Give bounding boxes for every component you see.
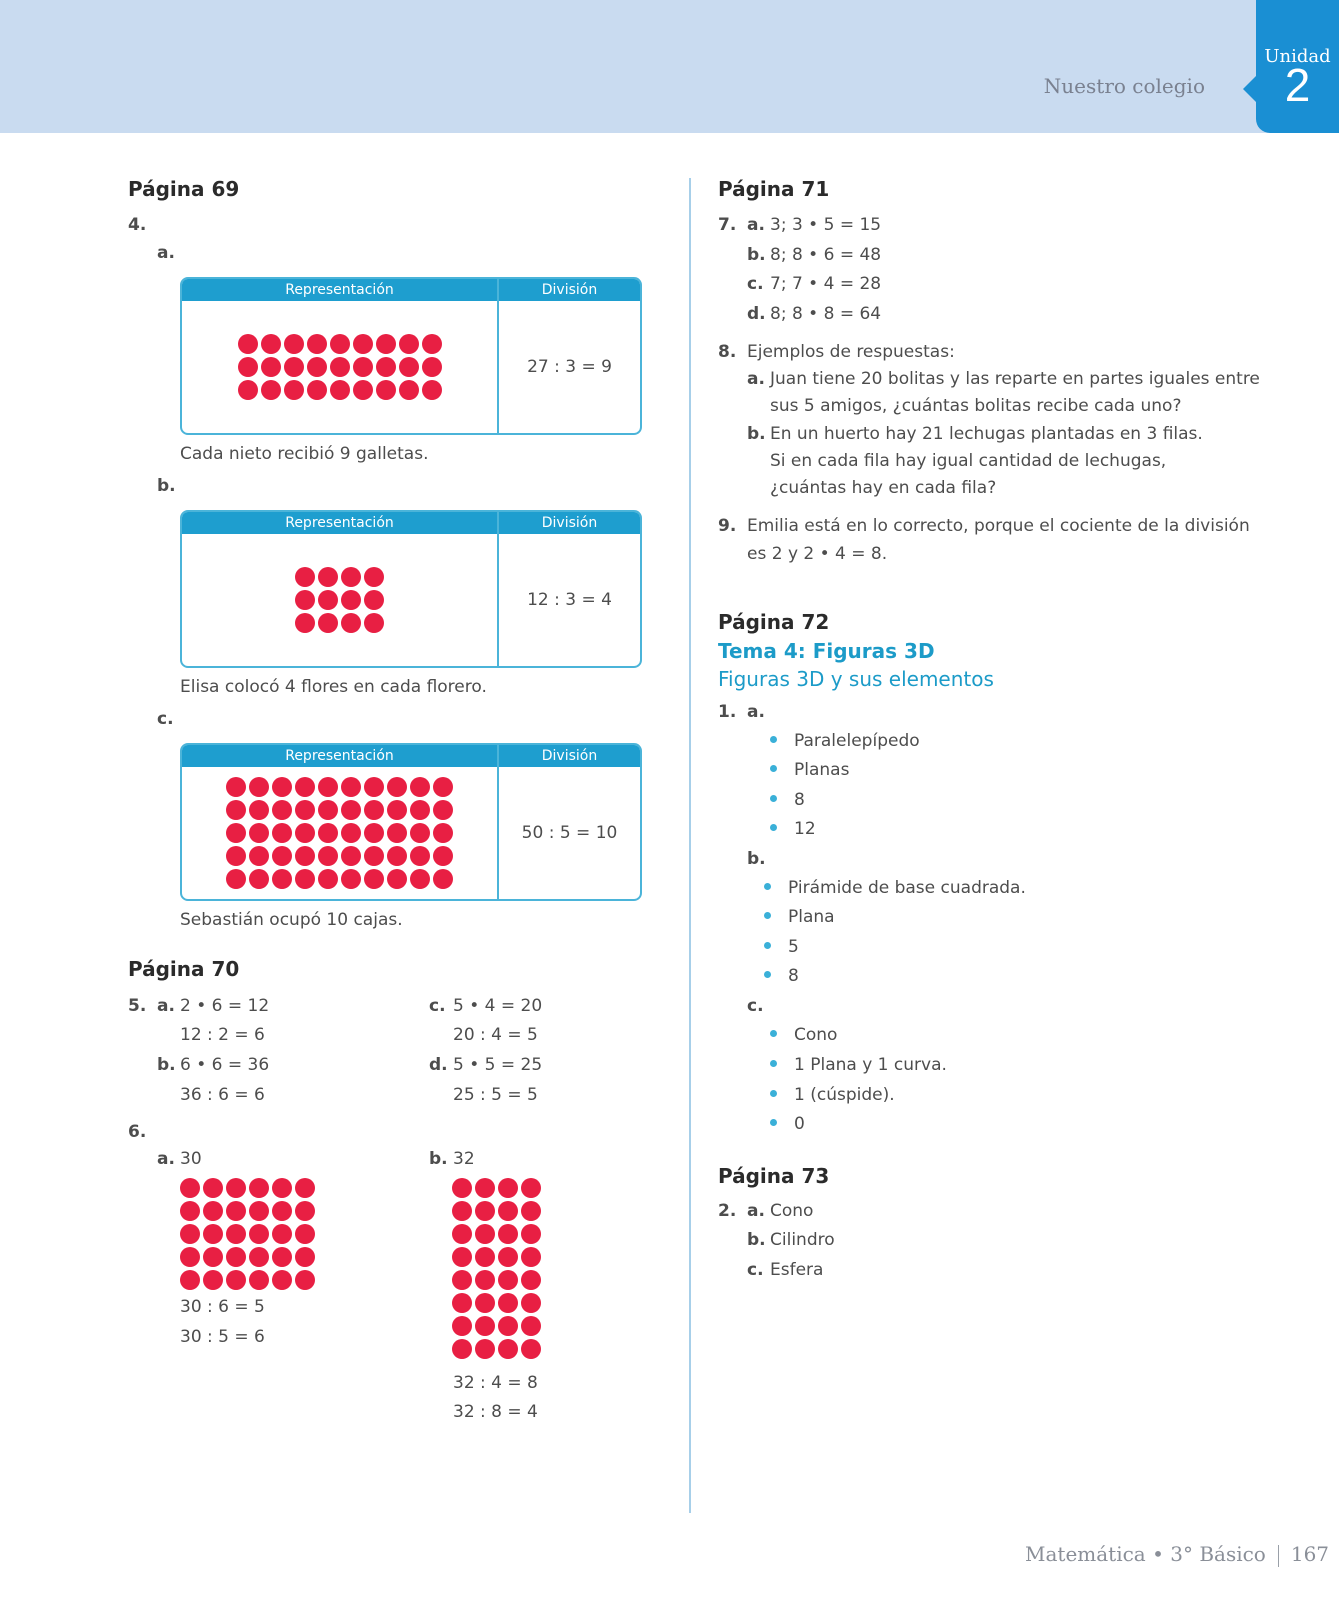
red-dot — [387, 823, 407, 843]
book-title: Matemática • 3° Básico — [1025, 1542, 1266, 1566]
red-dot — [475, 1247, 495, 1267]
red-dot — [249, 1201, 269, 1221]
red-dot — [410, 846, 430, 866]
bullet-text: Planas — [794, 760, 850, 780]
question-number-9: 9. — [718, 516, 737, 536]
dot-array — [238, 334, 442, 400]
red-dot — [364, 567, 384, 587]
bullet-icon — [764, 971, 771, 978]
item-text-2a: Cono — [770, 1201, 814, 1221]
item-letter-5d: d. — [429, 1055, 448, 1075]
item-letter-7b: b. — [747, 245, 766, 265]
red-dot — [341, 846, 361, 866]
red-dot — [521, 1178, 541, 1198]
red-dot — [364, 800, 384, 820]
page-heading-72: Página 72 — [718, 610, 830, 634]
red-dot — [249, 1270, 269, 1290]
item-letter-6a: a. — [157, 1149, 175, 1169]
red-dot — [180, 1270, 200, 1290]
red-dot — [399, 357, 419, 377]
bullet-text: Plana — [788, 907, 835, 927]
bullet-item — [770, 819, 816, 839]
bullet-text: Cono — [794, 1025, 838, 1045]
red-dot — [261, 380, 281, 400]
red-dot — [387, 869, 407, 889]
red-dot — [475, 1178, 495, 1198]
item-letter-1a: a. — [747, 702, 765, 722]
red-dot — [433, 800, 453, 820]
question-number-6: 6. — [128, 1122, 147, 1142]
item-letter-5c: c. — [429, 996, 446, 1016]
item-letter-1b: b. — [747, 849, 766, 869]
representation-cell — [182, 534, 497, 666]
bullet-text: 12 — [794, 819, 816, 839]
item-letter-6b: b. — [429, 1149, 448, 1169]
red-dot — [261, 357, 281, 377]
red-dot — [521, 1293, 541, 1313]
item-value-6b: 32 — [453, 1149, 475, 1169]
unit-label: Unidad — [1264, 46, 1331, 67]
red-dot — [410, 800, 430, 820]
equation: 6 • 6 = 36 — [180, 1055, 270, 1075]
column-divider — [689, 178, 691, 1513]
bullet-text: 8 — [788, 966, 799, 986]
red-dot — [399, 380, 419, 400]
red-dot — [376, 334, 396, 354]
red-dot — [180, 1247, 200, 1267]
equation: 32 : 4 = 8 — [453, 1373, 538, 1393]
red-dot — [422, 357, 442, 377]
red-dot — [318, 777, 338, 797]
red-dot — [341, 590, 361, 610]
red-dot — [318, 590, 338, 610]
red-dot — [330, 357, 350, 377]
red-dot — [433, 777, 453, 797]
red-dot — [226, 1247, 246, 1267]
red-dot — [452, 1247, 472, 1267]
bullet-text: 0 — [794, 1114, 805, 1134]
red-dot — [295, 800, 315, 820]
red-dot — [433, 869, 453, 889]
red-dot — [272, 1224, 292, 1244]
red-dot — [203, 1224, 223, 1244]
red-dot — [364, 846, 384, 866]
answer-line: ¿cuántas hay en cada fila? — [770, 478, 997, 498]
red-dot — [226, 777, 246, 797]
red-dot — [410, 777, 430, 797]
red-dot — [272, 1247, 292, 1267]
page-heading-71: Página 71 — [718, 177, 830, 201]
red-dot — [318, 869, 338, 889]
bullet-icon — [764, 942, 771, 949]
bullet-text: 8 — [794, 790, 805, 810]
bullet-item — [764, 907, 835, 927]
red-dot — [521, 1316, 541, 1336]
bullet-item — [764, 878, 1026, 898]
question-8-intro: Ejemplos de respuestas: — [747, 342, 955, 362]
question-number-2: 2. — [718, 1201, 737, 1221]
red-dot — [203, 1178, 223, 1198]
item-text-7c: 7; 7 • 4 = 28 — [770, 274, 882, 294]
bullet-text: 1 Plana y 1 curva. — [794, 1055, 947, 1075]
red-dot — [295, 1247, 315, 1267]
red-dot — [272, 1178, 292, 1198]
bullet-text: 1 (cúspide). — [794, 1085, 895, 1105]
representation-cell — [182, 767, 497, 899]
red-dot — [249, 1224, 269, 1244]
equation: 5 • 4 = 20 — [453, 996, 543, 1016]
topic-subtitle: Figuras 3D y sus elementos — [718, 667, 994, 691]
red-dot — [226, 1178, 246, 1198]
item-letter-8a: a. — [747, 369, 765, 389]
red-dot — [249, 1247, 269, 1267]
representation-table-4c — [180, 743, 642, 901]
red-dot — [521, 1270, 541, 1290]
bullet-text: Paralelepípedo — [794, 731, 920, 751]
red-dot — [521, 1201, 541, 1221]
bullet-icon — [764, 912, 771, 919]
red-dot — [422, 334, 442, 354]
red-dot — [307, 380, 327, 400]
red-dot — [318, 613, 338, 633]
red-dot — [203, 1201, 223, 1221]
red-dot — [272, 1270, 292, 1290]
red-dot — [249, 1178, 269, 1198]
red-dot — [295, 823, 315, 843]
red-dot — [330, 380, 350, 400]
red-dot — [226, 823, 246, 843]
representation-cell — [182, 301, 497, 433]
answer-4c: Sebastián ocupó 10 cajas. — [180, 910, 403, 930]
red-dot — [364, 613, 384, 633]
red-dot — [475, 1293, 495, 1313]
red-dot — [475, 1201, 495, 1221]
page-number: 167 — [1290, 1542, 1330, 1566]
red-dot — [238, 380, 258, 400]
item-text-7a: 3; 3 • 5 = 15 — [770, 215, 882, 235]
representation-table-4b — [180, 510, 642, 668]
red-dot — [295, 869, 315, 889]
answer-line: En un huerto hay 21 lechugas plantadas en 3 filas. — [770, 424, 1203, 444]
dot-array-6a — [180, 1178, 315, 1290]
question-number-1: 1. — [718, 702, 737, 722]
red-dot — [295, 1201, 315, 1221]
red-dot — [376, 357, 396, 377]
header-representacion: Representación — [182, 512, 497, 534]
red-dot — [387, 777, 407, 797]
header-representacion: Representación — [182, 279, 497, 301]
red-dot — [498, 1178, 518, 1198]
red-dot — [284, 380, 304, 400]
representation-table-4a — [180, 277, 642, 435]
item-letter-1c: c. — [747, 996, 764, 1016]
item-letter-5b: b. — [157, 1055, 176, 1075]
page-heading-69: Página 69 — [128, 177, 240, 201]
red-dot — [295, 613, 315, 633]
red-dot — [341, 613, 361, 633]
item-letter-4a: a. — [157, 243, 175, 263]
red-dot — [341, 567, 361, 587]
bullet-item — [770, 1025, 837, 1045]
question-number-5: 5. — [128, 996, 147, 1016]
dot-array — [295, 567, 384, 633]
red-dot — [364, 590, 384, 610]
header-representacion: Representación — [182, 745, 497, 767]
division-cell: 12 : 3 = 4 — [497, 534, 640, 666]
bullet-icon — [770, 765, 777, 772]
red-dot — [295, 567, 315, 587]
item-letter-4b: b. — [157, 476, 176, 496]
item-letter-2a: a. — [747, 1201, 765, 1221]
item-letter-8b: b. — [747, 424, 766, 444]
red-dot — [238, 334, 258, 354]
red-dot — [364, 869, 384, 889]
red-dot — [249, 777, 269, 797]
red-dot — [295, 1224, 315, 1244]
item-letter-4c: c. — [157, 709, 174, 729]
red-dot — [295, 1178, 315, 1198]
item-letter-7c: c. — [747, 274, 764, 294]
red-dot — [410, 869, 430, 889]
red-dot — [307, 334, 327, 354]
red-dot — [203, 1247, 223, 1267]
header-division: División — [497, 745, 640, 767]
red-dot — [307, 357, 327, 377]
red-dot — [284, 357, 304, 377]
bullet-text: 5 — [788, 937, 799, 957]
red-dot — [521, 1247, 541, 1267]
red-dot — [318, 846, 338, 866]
red-dot — [422, 380, 442, 400]
red-dot — [249, 846, 269, 866]
equation: 32 : 8 = 4 — [453, 1402, 538, 1422]
red-dot — [249, 823, 269, 843]
red-dot — [452, 1339, 472, 1359]
red-dot — [410, 823, 430, 843]
red-dot — [226, 1270, 246, 1290]
item-letter-7d: d. — [747, 304, 766, 324]
red-dot — [318, 823, 338, 843]
red-dot — [226, 869, 246, 889]
red-dot — [272, 846, 292, 866]
bullet-text: Pirámide de base cuadrada. — [788, 878, 1026, 898]
bullet-icon — [770, 1090, 777, 1097]
answer-line: Emilia está en lo correcto, porque el cociente de la división — [747, 516, 1250, 536]
red-dot — [318, 800, 338, 820]
red-dot — [376, 380, 396, 400]
red-dot — [238, 357, 258, 377]
answer-line: es 2 y 2 • 4 = 8. — [747, 544, 888, 564]
red-dot — [364, 777, 384, 797]
item-text-2c: Esfera — [770, 1260, 824, 1280]
red-dot — [498, 1201, 518, 1221]
red-dot — [498, 1316, 518, 1336]
red-dot — [295, 590, 315, 610]
equation: 5 • 5 = 25 — [453, 1055, 543, 1075]
red-dot — [203, 1270, 223, 1290]
red-dot — [226, 1224, 246, 1244]
bullet-icon — [770, 1060, 777, 1067]
red-dot — [433, 846, 453, 866]
red-dot — [341, 800, 361, 820]
item-letter-2b: b. — [747, 1230, 766, 1250]
red-dot — [498, 1270, 518, 1290]
red-dot — [226, 1201, 246, 1221]
bullet-item — [770, 731, 920, 751]
red-dot — [452, 1224, 472, 1244]
red-dot — [475, 1316, 495, 1336]
equation: 36 : 6 = 6 — [180, 1085, 265, 1105]
page-header — [0, 0, 1339, 133]
red-dot — [180, 1178, 200, 1198]
red-dot — [521, 1339, 541, 1359]
bullet-item — [770, 1114, 805, 1134]
red-dot — [261, 334, 281, 354]
bullet-item — [770, 760, 849, 780]
red-dot — [521, 1224, 541, 1244]
header-division: División — [497, 512, 640, 534]
red-dot — [452, 1293, 472, 1313]
red-dot — [353, 334, 373, 354]
equation: 25 : 5 = 5 — [453, 1085, 538, 1105]
red-dot — [475, 1270, 495, 1290]
red-dot — [272, 800, 292, 820]
red-dot — [295, 1270, 315, 1290]
question-number-4: 4. — [128, 215, 147, 235]
bullet-item — [764, 966, 799, 986]
page-heading-70: Página 70 — [128, 957, 240, 981]
red-dot — [452, 1270, 472, 1290]
item-text-2b: Cilindro — [770, 1230, 835, 1250]
red-dot — [498, 1247, 518, 1267]
item-text-7b: 8; 8 • 6 = 48 — [770, 245, 882, 265]
bullet-item — [764, 937, 799, 957]
division-cell: 50 : 5 = 10 — [497, 767, 640, 899]
item-text-7d: 8; 8 • 8 = 64 — [770, 304, 882, 324]
red-dot — [475, 1224, 495, 1244]
red-dot — [330, 334, 350, 354]
red-dot — [433, 823, 453, 843]
red-dot — [364, 823, 384, 843]
red-dot — [249, 800, 269, 820]
red-dot — [272, 869, 292, 889]
red-dot — [452, 1201, 472, 1221]
red-dot — [452, 1178, 472, 1198]
red-dot — [226, 800, 246, 820]
bullet-item — [770, 790, 805, 810]
header-division: División — [497, 279, 640, 301]
bullet-item — [770, 1055, 947, 1075]
red-dot — [226, 846, 246, 866]
answer-line: Si en cada fila hay igual cantidad de lechugas, — [770, 451, 1167, 471]
page-footer — [1025, 1542, 1329, 1567]
red-dot — [341, 869, 361, 889]
bullet-item — [770, 1085, 895, 1105]
red-dot — [341, 777, 361, 797]
red-dot — [284, 334, 304, 354]
red-dot — [387, 800, 407, 820]
red-dot — [498, 1339, 518, 1359]
topic-title: Tema 4: Figuras 3D — [718, 639, 935, 663]
dot-array-6b — [452, 1178, 541, 1359]
red-dot — [475, 1339, 495, 1359]
red-dot — [498, 1224, 518, 1244]
answer-4a: Cada nieto recibió 9 galletas. — [180, 444, 429, 464]
red-dot — [318, 567, 338, 587]
division-cell: 27 : 3 = 9 — [497, 301, 640, 433]
page-heading-73: Página 73 — [718, 1164, 830, 1188]
item-letter-2c: c. — [747, 1260, 764, 1280]
red-dot — [180, 1224, 200, 1244]
red-dot — [180, 1201, 200, 1221]
equation: 30 : 6 = 5 — [180, 1297, 265, 1317]
equation: 20 : 4 = 5 — [453, 1025, 538, 1045]
red-dot — [452, 1316, 472, 1336]
red-dot — [399, 334, 419, 354]
answer-line: Juan tiene 20 bolitas y las reparte en partes iguales entre — [770, 369, 1260, 389]
question-number-7: 7. — [718, 215, 737, 235]
red-dot — [341, 823, 361, 843]
equation: 30 : 5 = 6 — [180, 1327, 265, 1347]
bullet-icon — [770, 1119, 777, 1126]
item-letter-7a: a. — [747, 215, 765, 235]
red-dot — [498, 1293, 518, 1313]
equation: 12 : 2 = 6 — [180, 1025, 265, 1045]
bullet-icon — [764, 883, 771, 890]
answer-line: sus 5 amigos, ¿cuántas bolitas recibe cada uno? — [770, 396, 1182, 416]
red-dot — [387, 846, 407, 866]
red-dot — [295, 846, 315, 866]
red-dot — [353, 380, 373, 400]
bullet-icon — [770, 795, 777, 802]
bullet-icon — [770, 736, 777, 743]
dot-array — [226, 777, 453, 889]
bullet-icon — [770, 824, 777, 831]
equation: 2 • 6 = 12 — [180, 996, 270, 1016]
item-letter-5a: a. — [157, 996, 175, 1016]
red-dot — [272, 823, 292, 843]
section-title: Nuestro colegio — [1043, 74, 1205, 98]
footer-separator — [1278, 1545, 1279, 1567]
red-dot — [272, 1201, 292, 1221]
red-dot — [295, 777, 315, 797]
red-dot — [353, 357, 373, 377]
unit-number: 2 — [1284, 59, 1311, 111]
question-number-8: 8. — [718, 342, 737, 362]
answer-4b: Elisa colocó 4 flores en cada florero. — [180, 677, 487, 697]
bullet-icon — [770, 1030, 777, 1037]
red-dot — [249, 869, 269, 889]
red-dot — [272, 777, 292, 797]
item-value-6a: 30 — [180, 1149, 202, 1169]
